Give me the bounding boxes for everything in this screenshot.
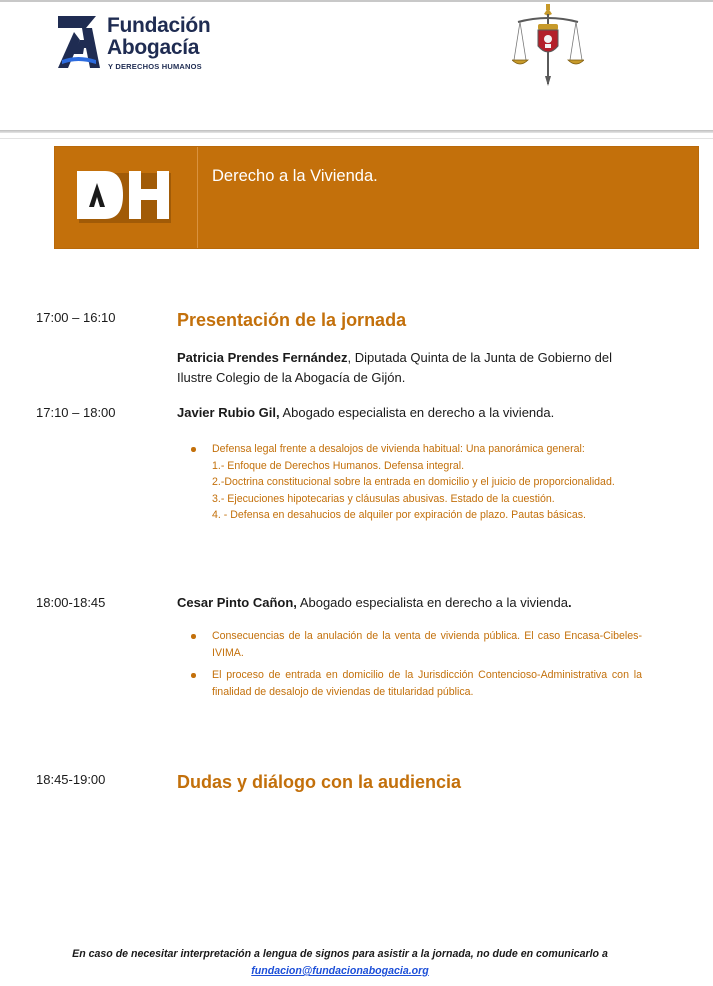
event-banner (55, 147, 698, 248)
top-border (0, 0, 713, 2)
speaker-1 (177, 348, 647, 388)
header-rule (0, 130, 713, 133)
abogacia-logo-icon (56, 14, 102, 70)
list-item: 2.-Doctrina constitucional sobre la entrada en domicilio y el juicio de proporcionalidad. (212, 476, 615, 488)
footer-text: En caso de necesitar interpretación a lengua de signos para asistir a la jornada, no dude en comunicarlo a (72, 948, 608, 960)
speaker-3-end: . (567, 595, 572, 610)
footer-email-link[interactable]: fundacion@fundacionabogacia.org (251, 965, 429, 977)
topics-list-3 (212, 628, 642, 700)
banner-divider (197, 147, 198, 248)
header-rule-thin (0, 138, 713, 139)
list-item: Consecuencias de la anulación de la venta de vivienda pública. El caso Encasa-Cibeles-IVIMA. (212, 628, 642, 661)
speaker-3-name: Cesar Pinto Cañon, (177, 595, 297, 610)
topics-list-2 (212, 441, 642, 524)
list-item: El proceso de entrada en domicilio de la Jurisdicción Contencioso-Administrativa con la finalidad de desalojo de viviendas de titularidad pública. (212, 667, 642, 700)
agenda-title-1: Presentación de la jornada (177, 310, 407, 330)
speaker-2-name: Javier Rubio Gil, (177, 405, 280, 420)
speaker-3 (177, 593, 647, 613)
agenda-time-1: 17:00 – 16:10 (36, 310, 116, 325)
speaker-1-name: Patricia Prendes Fernández (177, 350, 348, 365)
speaker-1-role: , Diputada Quinta de la Junta de Gobierno del Ilustre Colegio de la Abogacía de Gijón. (177, 350, 613, 385)
list-item: 4. - Defensa en desahucios de alquiler por expiración de plazo. Pautas básicas. (212, 509, 586, 521)
list-item: Defensa legal frente a desalojos de vivienda habitual: Una panorámica general: (212, 441, 642, 458)
logo-line-1: Fundación (107, 14, 211, 37)
fundacion-abogacia-logo (56, 14, 216, 74)
agenda-time-3: 18:00-18:45 (36, 595, 106, 610)
list-item: 1.- Enfoque de Derechos Humanos. Defensa integral. (212, 459, 465, 472)
speaker-3-role: Abogado especialista en derecho a la vivienda (296, 595, 568, 610)
agenda-title-4: Dudas y diálogo con la audiencia (177, 772, 462, 792)
dh-logo-icon (75, 169, 171, 223)
footer-note (60, 946, 620, 980)
scales-of-justice-seal-icon (512, 2, 584, 86)
logo-line-3: Y DERECHOS HUMANOS (108, 62, 202, 71)
speaker-2-role: Abogado especialista en derecho a la vivienda. (279, 405, 555, 420)
agenda-time-4: 18:45-19:00 (36, 772, 106, 787)
logo-line-2: Abogacía (107, 36, 200, 59)
speaker-2 (177, 403, 647, 423)
list-item: 3.- Ejecuciones hipotecarias y cláusulas abusivas. Estado de la cuestión. (212, 492, 555, 505)
banner-title: Derecho a la Vivienda. (212, 167, 378, 185)
agenda-time-2: 17:10 – 18:00 (36, 405, 116, 420)
